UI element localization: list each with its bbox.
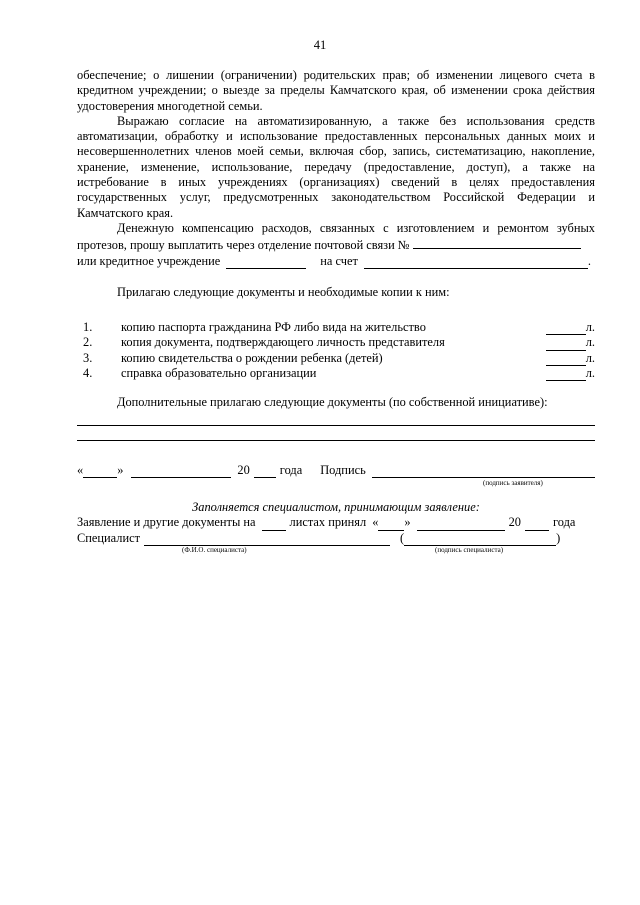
- credit-institution-field[interactable]: [226, 256, 306, 269]
- sheets-count-field[interactable]: [262, 518, 286, 531]
- additional-docs-line-2[interactable]: [77, 426, 595, 441]
- specialist-row: Специалист ( ): [77, 530, 561, 545]
- received-month-field[interactable]: [417, 518, 505, 531]
- month-field[interactable]: [131, 465, 231, 478]
- additional-docs-line-1[interactable]: [77, 411, 595, 426]
- spec-sign-caption: (подпись специалиста): [435, 545, 504, 554]
- additional-intro: Дополнительные прилагаю следующие документы (по собственной инициативе):: [117, 395, 548, 410]
- signature-caption: (подпись заявителя): [483, 478, 543, 487]
- post-office-number-field[interactable]: [413, 236, 581, 249]
- specialist-label: Специалист: [77, 530, 140, 545]
- document-body: [77, 68, 595, 556]
- pages-field[interactable]: [546, 338, 586, 351]
- list-item: 1. копию паспорта гражданина РФ либо вида на жительство л.: [83, 320, 595, 335]
- signature-label: Подпись: [320, 462, 366, 477]
- year-field[interactable]: [254, 465, 276, 478]
- credit-row: или кредитное учреждение на счет .: [77, 253, 592, 268]
- specialist-signature-field[interactable]: [404, 533, 556, 546]
- received-year-field[interactable]: [525, 518, 549, 531]
- specialist-name-field[interactable]: [144, 533, 390, 546]
- pages-field[interactable]: [546, 368, 586, 381]
- pages-field[interactable]: [546, 322, 586, 335]
- page-number: 41: [313, 38, 327, 52]
- compensation-text: Денежную компенсацию расходов, связанных с изготовлением и ремонтом зубных протезов, прошу выплатить через отделение почтовой связи №: [77, 220, 595, 253]
- paragraph-consent: Выражаю согласие на автоматизированную, а также без использования средств автоматизации, обработку и использование предоставленных персональных данных моих и несовершеннолетних членов моей семьи, включая сбор, запись, систематизацию, накопление, хранение, изменение, использование, передачу (предоставление, доступ), а также на истребование в иных учреждениях (организациях) сведений в целях предоставления государственных услуг, предусмотренных законодательством Российской Федерации и Камчатского края.: [77, 113, 595, 220]
- documents-list: [77, 320, 595, 381]
- applicant-signature-field[interactable]: [372, 465, 595, 478]
- attach-intro: Прилагаю следующие документы и необходимые копии к ним:: [117, 284, 450, 299]
- received-day-field[interactable]: [378, 518, 404, 531]
- credit-label: или кредитное учреждение: [77, 253, 221, 268]
- received-row: Заявление и другие документы на листах принял « » 20 года: [77, 515, 576, 530]
- list-item: 4. справка образовательно организации л.: [83, 366, 595, 381]
- paragraph-compensation: [77, 221, 595, 254]
- list-item: 3. копию свидетельства о рождении ребенка (детей) л.: [83, 350, 595, 365]
- specialist-captions: [77, 546, 595, 556]
- date-signature-row: « » 20 года Подпись: [77, 463, 595, 478]
- day-field[interactable]: [83, 465, 117, 478]
- paragraph-notification: обеспечение; о лишении (ограничении) родительских прав; об изменении лицевого счета в кредитном учреждении; о выезде за пределы Камчатского края, об изменении срока действия удостоверения многодетной семьи.: [77, 68, 595, 113]
- account-number-field[interactable]: [364, 256, 588, 269]
- list-item: 2. копия документа, подтверждающего личность представителя л.: [83, 335, 595, 350]
- fio-caption: (Ф.И.О. специалиста): [182, 545, 247, 554]
- account-label: на счет: [320, 253, 358, 268]
- specialist-heading: Заполняется специалистом, принимающим заявление:: [192, 499, 480, 514]
- pages-field[interactable]: [546, 353, 586, 366]
